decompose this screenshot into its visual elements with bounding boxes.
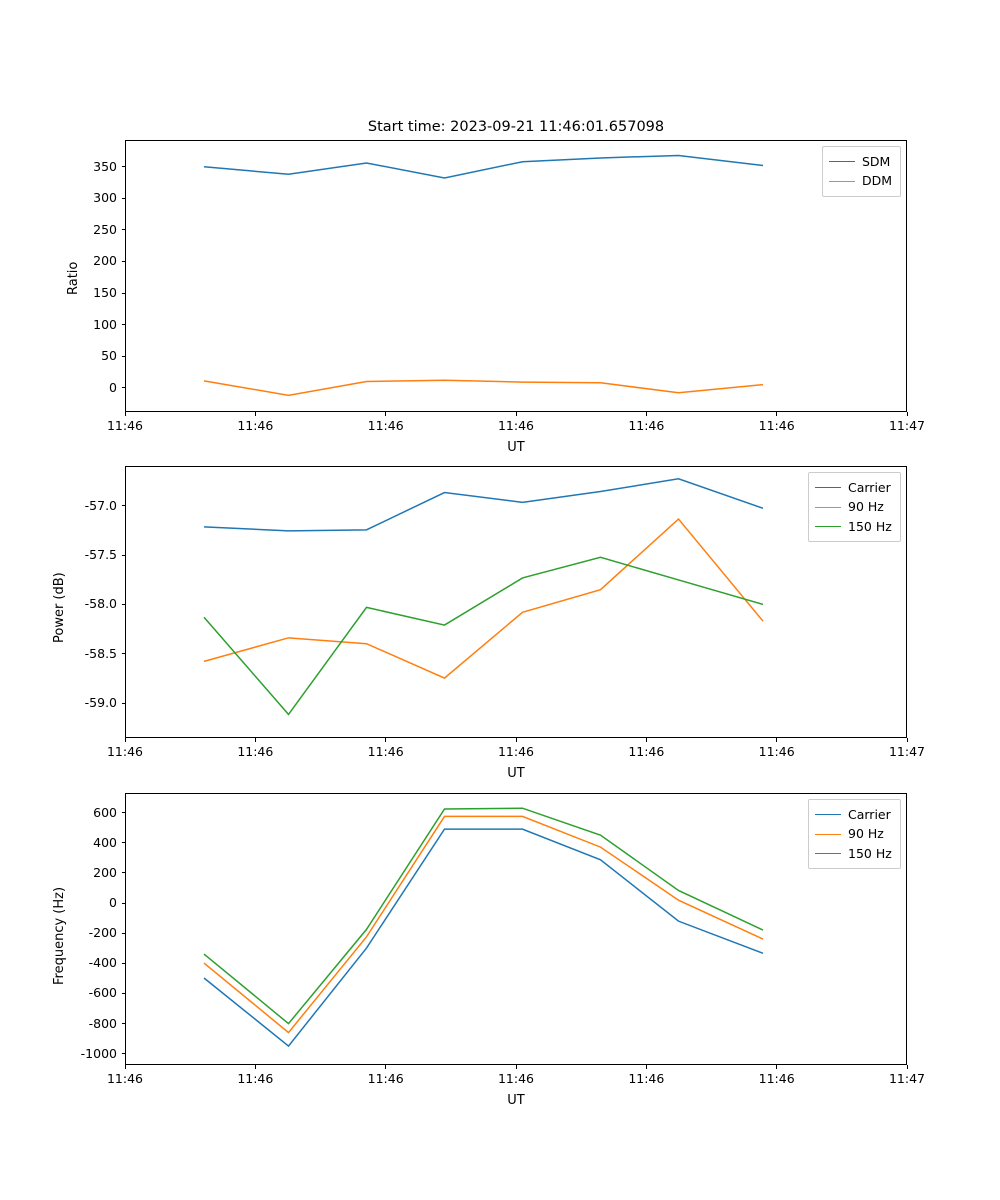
legend-item <box>815 805 892 824</box>
series-line <box>204 816 763 1032</box>
x-tick-label: 11:46 <box>497 418 535 433</box>
y-tick-mark <box>122 653 126 654</box>
y-tick-label: -800 <box>88 1015 117 1031</box>
x-tick-mark <box>385 412 386 416</box>
x-tick-label: 11:46 <box>237 1071 274 1086</box>
x-tick-label: 11:46 <box>106 744 144 759</box>
y-tick-label: 350 <box>93 158 117 174</box>
y-tick-label: 200 <box>93 253 117 269</box>
x-tick-mark <box>646 1065 647 1069</box>
x-axis-label: UT <box>507 440 525 455</box>
y-tick-mark <box>122 505 126 506</box>
y-tick-label: 0 <box>109 895 117 910</box>
x-tick-label: 11:46 <box>106 1071 144 1086</box>
x-tick-label: 11:46 <box>367 418 404 433</box>
x-tick-mark <box>516 1065 517 1069</box>
x-tick-label: 11:46 <box>497 1071 535 1086</box>
legend-color-swatch <box>815 853 841 854</box>
series-line <box>204 829 763 1046</box>
y-tick-label: 300 <box>93 190 117 206</box>
y-tick-label: -1000 <box>80 1045 117 1061</box>
x-tick-mark <box>646 738 647 742</box>
y-tick-label: 50 <box>101 348 117 364</box>
legend-label: 90 Hz <box>848 826 884 842</box>
y-tick-mark <box>122 604 126 605</box>
y-tick-mark <box>122 387 126 388</box>
y-tick-mark <box>122 993 126 994</box>
y-axis-label: Frequency (Hz) <box>52 886 67 985</box>
y-tick-label: -59.0 <box>84 695 117 711</box>
y-tick-label: -200 <box>88 925 117 941</box>
y-tick-mark <box>122 356 126 357</box>
x-tick-label: 11:46 <box>628 418 665 433</box>
x-tick-mark <box>907 1065 908 1069</box>
x-tick-mark <box>776 738 777 742</box>
y-tick-label: 400 <box>93 834 117 850</box>
x-tick-mark <box>255 412 256 416</box>
legend-label: 150 Hz <box>848 518 892 534</box>
y-tick-label: -600 <box>88 985 117 1001</box>
x-tick-mark <box>255 1065 256 1069</box>
y-tick-mark <box>122 324 126 325</box>
x-axis-label: UT <box>507 766 525 781</box>
x-tick-mark <box>385 1065 386 1069</box>
legend-item <box>815 824 892 843</box>
y-tick-mark <box>122 555 126 556</box>
y-tick-label: -57.0 <box>84 497 117 513</box>
legend-item <box>815 844 892 863</box>
legend-label: 90 Hz <box>848 499 884 515</box>
legend <box>808 799 901 869</box>
x-tick-mark <box>907 412 908 416</box>
x-tick-mark <box>125 412 126 416</box>
x-tick-label: 11:46 <box>237 744 274 759</box>
x-tick-label: 11:46 <box>497 744 535 759</box>
legend-label: DDM <box>862 173 893 189</box>
y-tick-label: 100 <box>93 316 117 332</box>
y-tick-mark <box>122 872 126 873</box>
legend-color-swatch <box>815 834 841 835</box>
y-tick-mark <box>122 963 126 964</box>
x-tick-mark <box>125 1065 126 1069</box>
series-lines <box>126 794 906 1064</box>
y-tick-mark <box>122 166 126 167</box>
plot-area <box>125 793 907 1065</box>
x-tick-mark <box>255 738 256 742</box>
x-tick-mark <box>125 738 126 742</box>
y-axis-label: Ratio <box>66 261 81 295</box>
legend-label: Carrier <box>848 807 891 822</box>
y-tick-mark <box>122 1053 126 1054</box>
x-tick-label: 11:47 <box>888 418 926 433</box>
y-tick-label: 600 <box>93 804 117 820</box>
legend-color-swatch <box>815 814 841 815</box>
x-tick-label: 11:47 <box>888 1071 926 1086</box>
y-tick-label: -58.5 <box>84 645 117 661</box>
y-tick-mark <box>122 198 126 199</box>
x-axis-label: UT <box>507 1093 525 1108</box>
x-tick-label: 11:46 <box>628 744 665 759</box>
x-tick-label: 11:46 <box>758 744 795 759</box>
x-tick-label: 11:46 <box>367 1071 404 1086</box>
y-tick-mark <box>122 261 126 262</box>
y-tick-label: -58.0 <box>84 596 117 612</box>
x-tick-label: 11:47 <box>888 744 926 759</box>
panel-title: Start time: 2023-09-21 11:46:01.657098 <box>367 119 665 135</box>
x-tick-label: 11:46 <box>367 744 404 759</box>
x-tick-label: 11:46 <box>758 418 795 433</box>
y-tick-mark <box>122 229 126 230</box>
x-tick-label: 11:46 <box>237 418 274 433</box>
y-tick-mark <box>122 842 126 843</box>
y-tick-label: -400 <box>88 955 117 971</box>
x-tick-mark <box>907 738 908 742</box>
y-tick-mark <box>122 703 126 704</box>
x-tick-label: 11:46 <box>758 1071 795 1086</box>
legend-label: SDM <box>862 154 891 169</box>
series-line <box>204 808 763 1023</box>
x-tick-mark <box>516 738 517 742</box>
y-tick-label: 150 <box>93 285 117 301</box>
y-tick-mark <box>122 1023 126 1024</box>
x-tick-mark <box>646 412 647 416</box>
y-tick-mark <box>122 903 126 904</box>
y-tick-label: 200 <box>93 864 117 880</box>
x-tick-mark <box>516 412 517 416</box>
x-tick-mark <box>385 738 386 742</box>
x-tick-label: 11:46 <box>106 418 144 433</box>
legend-label: 150 Hz <box>848 845 892 861</box>
y-tick-label: -57.5 <box>84 547 117 563</box>
y-tick-label: 0 <box>109 379 117 395</box>
legend-label: Carrier <box>848 480 891 495</box>
x-tick-mark <box>776 1065 777 1069</box>
y-tick-mark <box>122 812 126 813</box>
x-tick-label: 11:46 <box>628 1071 665 1086</box>
y-tick-mark <box>122 293 126 294</box>
y-tick-label: 250 <box>93 221 117 237</box>
y-tick-mark <box>122 933 126 934</box>
x-tick-mark <box>776 412 777 416</box>
y-axis-label: Power (dB) <box>52 572 67 643</box>
